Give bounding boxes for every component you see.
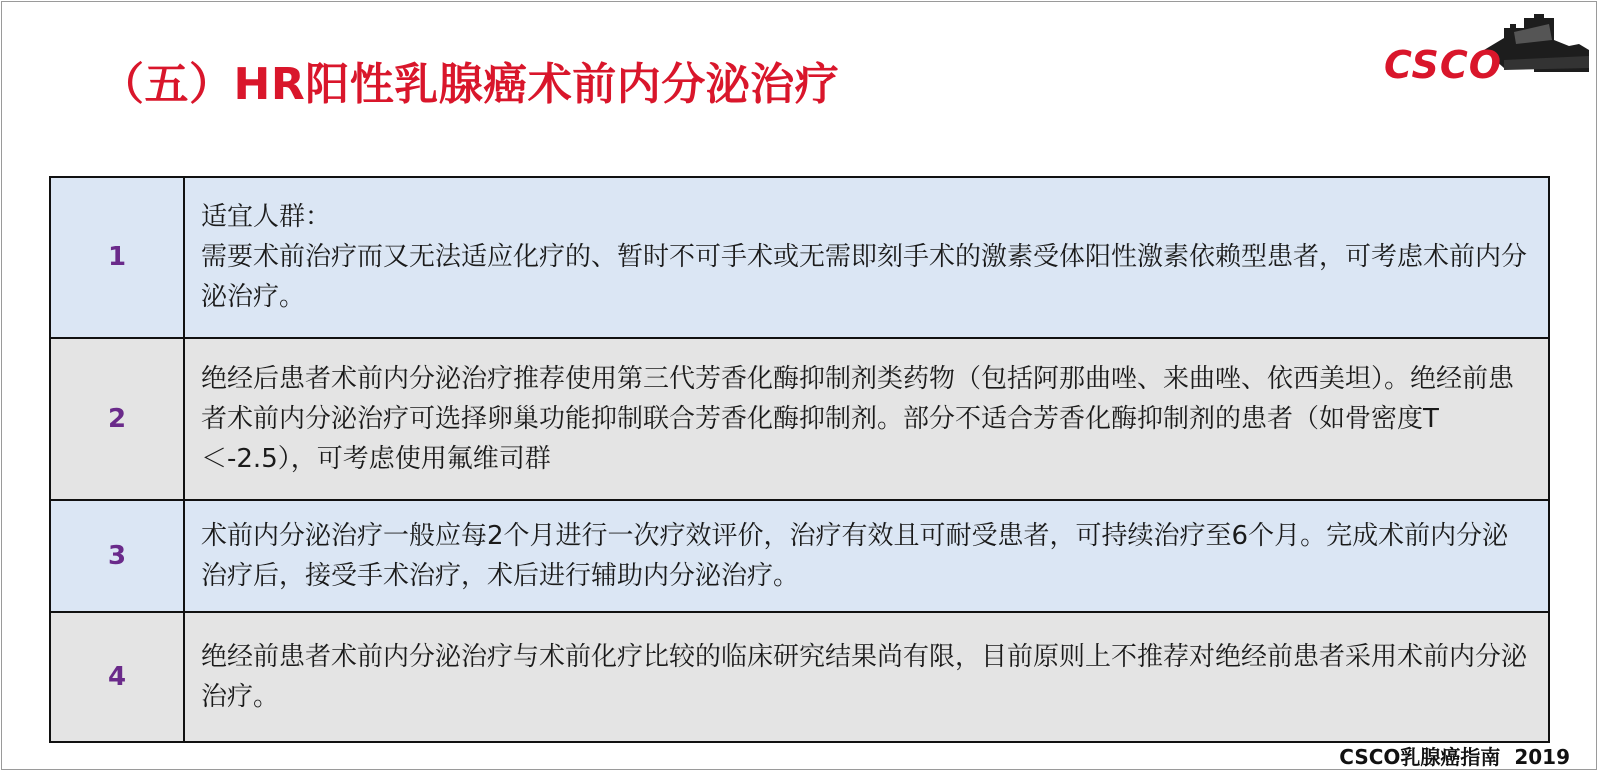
row-line: 适宜人群： [201,202,332,233]
row-number: 4 [50,612,184,742]
csco-logo-text: CSCO [1384,43,1503,87]
row-content [184,500,1549,612]
row-number: 3 [50,500,184,612]
table-row [50,177,1549,338]
footer-caption: CSCO乳腺癌指南 2019 [1339,745,1570,769]
row-line: 绝经后患者术前内分泌治疗推荐使用第三代芳香化酶抑制剂类药物（包括阿那曲唑、来曲唑、依西美坦）。绝经前患者术前内分泌治疗可选择卵巢功能抑制联合芳香化酶抑制剂。部分不适合芳香化酶抑制剂的患者（如骨密度T＜-2.5），可考虑使用氟维司群 [201,363,1515,474]
row-line: 绝经前患者术前内分泌治疗与术前化疗比较的临床研究结果尚有限，目前原则上不推荐对绝经前患者采用术前内分泌治疗。 [201,641,1528,712]
table-row [50,612,1549,742]
row-content [184,338,1549,501]
row-line: 术前内分泌治疗一般应每2个月进行一次疗效评价，治疗有效且可耐受患者，可持续治疗至6个月。完成术前内分泌治疗后，接受手术治疗，术后进行辅助内分泌治疗。 [201,521,1509,591]
guideline-table [49,176,1550,743]
row-number: 1 [50,177,184,338]
row-content [184,612,1549,742]
row-content [184,177,1549,338]
table-row [50,500,1549,612]
table-row [50,338,1549,501]
slide-title: （五）HR阳性乳腺癌术前内分泌治疗 [100,59,840,110]
row-number: 2 [50,338,184,501]
row-line: 需要术前治疗而又无法适应化疗的、暂时不可手术或无需即刻手术的激素受体阳性激素依赖型患者，可考虑术前内分泌治疗。 [201,242,1528,313]
